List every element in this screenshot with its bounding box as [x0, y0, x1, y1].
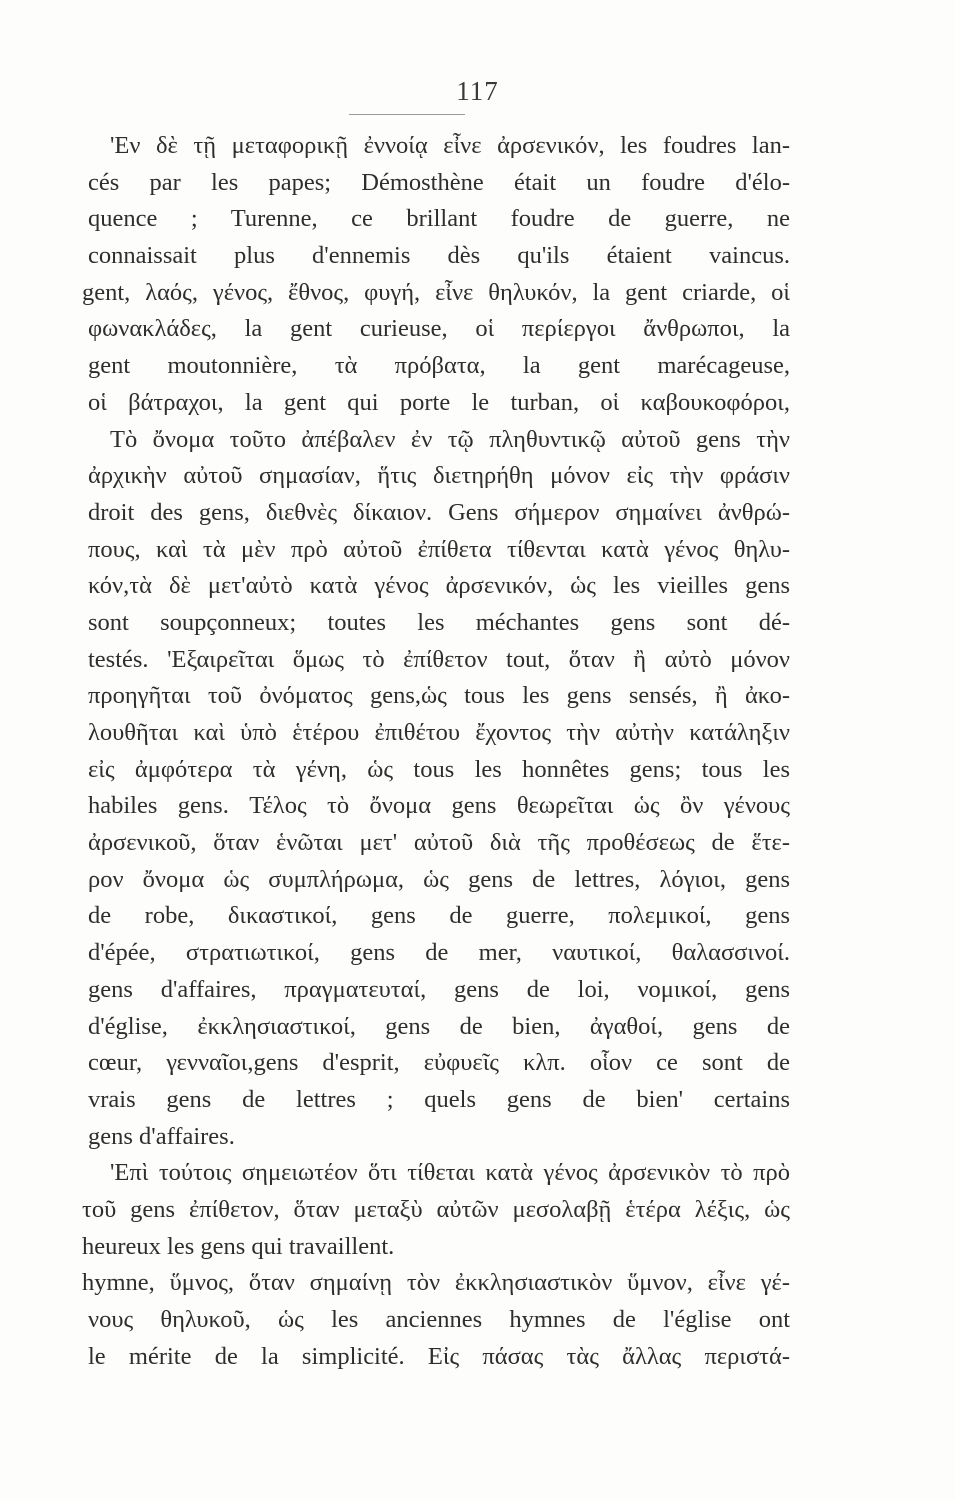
text-line: gens d'affaires, πραγματευταί, gens de loi, νομικοί, gens — [88, 975, 790, 1003]
text-line: sont soupçonneux; toutes les méchantes gens sont dé- — [88, 608, 790, 636]
text-line: φωνακλάδες, la gent curieuse, οἱ περίεργοι ἄνθρωποι, la — [88, 315, 790, 343]
text-line: 'Εν δὲ τῇ μεταφορικῇ ἐννοίᾳ εἶνε ἀρσενικόν, les foudres lan- — [110, 132, 790, 159]
text-line: d'épée, στρατιωτικοί, gens de mer, ναυτικοί, θαλασσινοί. — [88, 939, 790, 967]
text-line: νους θηλυκοῦ, ὡς les anciennes hymnes de l'église ont — [88, 1306, 790, 1333]
text-line: cœur, γενναῖοι,gens d'esprit, εὐφυεῖς κλπ. οἷον ce sont de — [88, 1049, 790, 1077]
page-number-rule — [349, 114, 465, 115]
text-line: gens d'affaires. — [88, 1122, 235, 1150]
text-line: ἀρσενικοῦ, ὅταν ἑνῶται μετ' αὐτοῦ διὰ τῆς προθέσεως de ἕτε- — [88, 829, 790, 857]
text-line: 'Επὶ τούτοις σημειωτέον ὅτι τίθεται κατὰ γένος ἀρσενικὸν τὸ πρὸ — [110, 1159, 790, 1187]
text-line: heureux les gens qui travaillent. — [82, 1232, 395, 1260]
text-line: le mérite de la simplicité. Εἰς πάσας τὰς ἄλλας περιστά- — [88, 1342, 790, 1370]
text-line: gent, λαός, γένος, ἔθνος, φυγή, εἶνε θηλυκόν, la gent criarde, οἱ — [82, 278, 790, 306]
page-number: 117 — [456, 76, 499, 106]
text-line: εἰς ἀμφότερα τὰ γένη, ὡς tous les honnêtes gens; tous les — [88, 755, 790, 783]
text-line: hymne, ὕμνος, ὅταν σημαίνῃ τὸν ἐκκλησιαστικὸν ὕμνον, εἶνε γέ- — [82, 1269, 790, 1297]
text-line: connaissait plus d'ennemis dès qu'ils étaient vaincus. — [88, 242, 790, 270]
text-line: πους, καὶ τὰ μὲν πρὸ αὐτοῦ ἐπίθετα τίθενται κατὰ γένος θηλυ- — [88, 535, 790, 563]
text-line: Τὸ ὄνομα τοῦτο ἀπέβαλεν ἐν τῷ πληθυντικῷ αὐτοῦ gens τὴν — [110, 425, 790, 453]
text-line: προηγῆται τοῦ ὀνόματος gens,ὡς tous les gens sensés, ἢ ἀκο- — [88, 682, 790, 710]
text-line: habiles gens. Τέλος τὸ ὄνομα gens θεωρεῖται ὡς ὂν γένους — [88, 792, 790, 820]
text-line: droit des gens, διεθνὲς δίκαιον. Gens σήμερον σημαίνει ἀνθρώ- — [88, 498, 790, 526]
body-text — [82, 128, 790, 1375]
text-line: οἱ βάτραχοι, la gent qui porte le turban, οἱ καβουκοφόροι, — [88, 388, 790, 416]
text-line: de robe, δικαστικοί, gens de guerre, πολεμικοί, gens — [88, 902, 790, 930]
text-line: τοῦ gens ἐπίθετον, ὅταν μεταξὺ αὐτῶν μεσολαβῇ ἑτέρα λέξις, ὡς — [82, 1195, 790, 1223]
text-line: κόν,τὰ δὲ μετ'αὐτὸ κατὰ γένος ἀρσενικόν, ὡς les vieilles gens — [88, 572, 790, 600]
text-line: cés par les papes; Démosthène était un foudre d'élo- — [88, 168, 790, 196]
text-line: ρον ὄνομα ὡς συμπλήρωμα, ὡς gens de lettres, λόγιοι, gens — [88, 865, 790, 893]
text-line: ἀρχικὴν αὐτοῦ σημασίαν, ἥτις διετηρήθη μόνον εἰς τὴν φράσιν — [88, 462, 790, 490]
text-line: quence ; Turenne, ce brillant foudre de guerre, ne — [88, 205, 790, 233]
text-line: λουθῆται καὶ ὑπὸ ἑτέρου ἐπιθέτου ἔχοντος τὴν αὐτὴν κατάληξιν — [88, 719, 790, 746]
text-line: gent moutonnière, τὰ πρόβατα, la gent marécageuse, — [88, 352, 790, 380]
text-line: testés. 'Εξαιρεῖται ὅμως τὸ ἐπίθετον tout, ὅταν ἢ αὐτὸ μόνον — [88, 645, 790, 673]
text-line: vrais gens de lettres ; quels gens de bien' certains — [88, 1085, 790, 1113]
text-line: d'église, ἐκκλησιαστικοί, gens de bien, ἀγαθοί, gens de — [88, 1012, 790, 1040]
